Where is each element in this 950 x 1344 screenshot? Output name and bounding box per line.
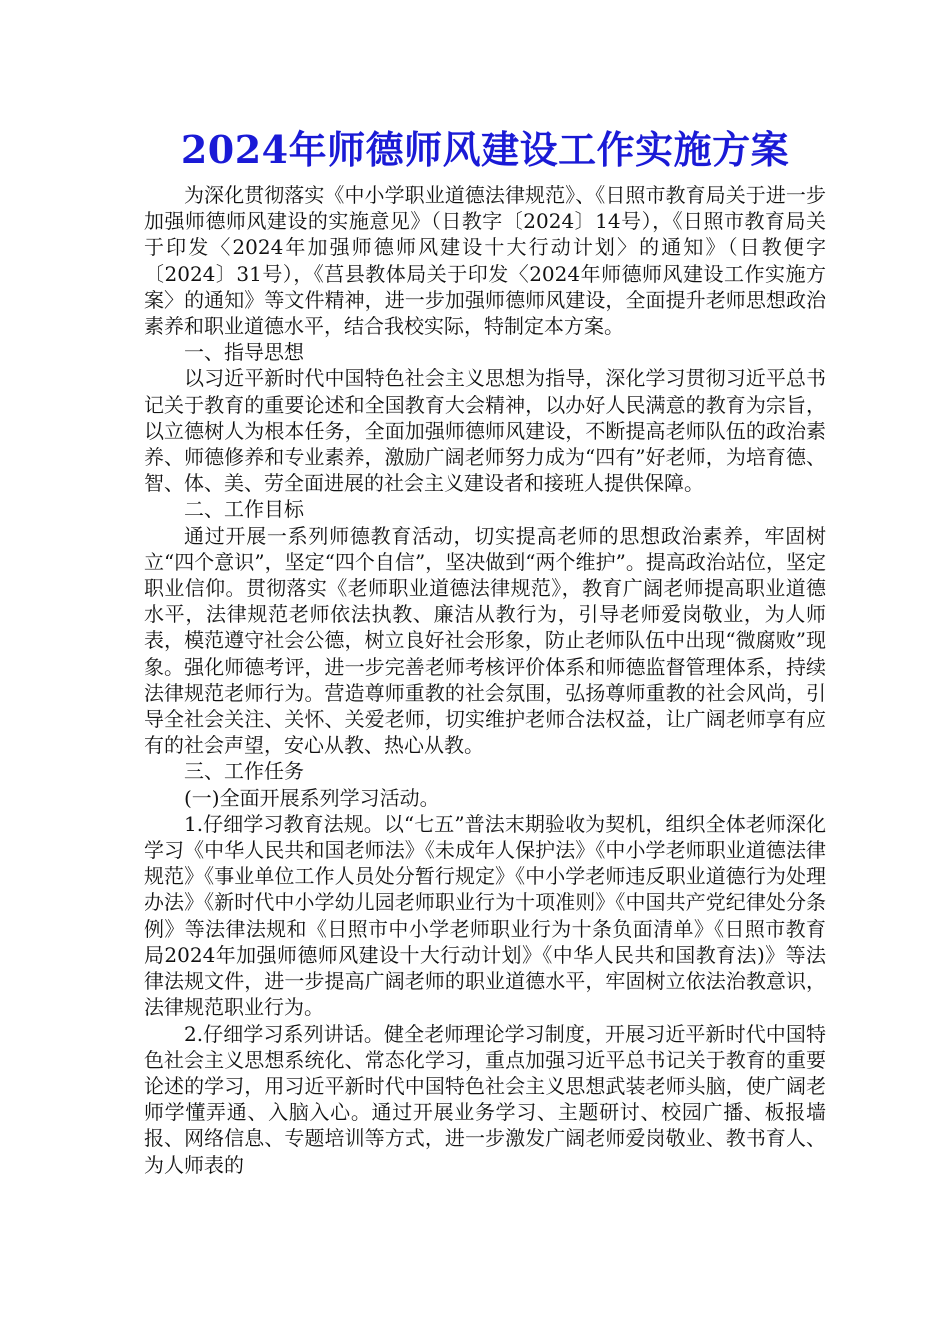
intro-paragraph: 为深化贯彻落实《中小学职业道德法律规范》、《日照市教育局关于进一步加强师德师风建设的实施意见》（日教字〔2024〕14号），《日照市教育局关于印发〈2024年加强师德师风建设十大行动计划〉的通知》（日教便字〔2024〕31号），《莒县教体局关于印发〈2024年师德师风建设工作实施方案〉的通知》等文件精神，进一步加强师德师风建设，全面提升老师思想政治素养和职业道德水平，结合我校实际，特制定本方案。 (144, 183, 826, 339)
document-body (144, 182, 826, 1178)
section-heading-guiding-ideology: 一、指导思想 (184, 340, 304, 365)
task-item-1-paragraph: 1.仔细学习教育法规。以“七五”普法末期验收为契机，组织全体老师深化学习《中华人民共和国老师法》《未成年人保护法》《中小学老师职业道德法律规范》《事业单位工作人员处分暂行规定》《中小学老师违反职业道德行为处理办法》《新时代中小学幼儿园老师职业行为十项准则》《中国共产党纪律处分条例》等法律法规和《日照市中小学老师职业行为十条负面清单》《日照市教育局2024年加强师德师风建设十大行动计划》《中华人民共和国教育法)》等法律法规文件，进一步提高广阔老师的职业道德水平，牢固树立依法治教意识，法律规范职业行为。 (144, 811, 826, 1020)
task-item-2-paragraph: 2.仔细学习系列讲话。健全老师理论学习制度，开展习近平新时代中国特色社会主义思想系统化、常态化学习，重点加强习近平总书记关于教育的重要论述的学习，用习近平新时代中国特色社会主义思想武装老师头脑，使广阔老师学懂弄通、入脑入心。通过开展业务学习、主题研讨、校园广播、板报墙报、网络信息、专题培训等方式，进一步激发广阔老师爱岗敬业、教书育人、为人师表的 (144, 1021, 826, 1177)
guiding-ideology-paragraph: 以习近平新时代中国特色社会主义思想为指导，深化学习贯彻习近平总书记关于教育的重要论述和全国教育大会精神，以办好人民满意的教育为宗旨，以立德树人为根本任务，全面加强师德师风建设，不断提高老师队伍的政治素养、师德修养和专业素养，激励广阔老师努力成为“四有”好老师，为培育德、智、体、美、劳全面进展的社会主义建设者和接班人提供保障。 (144, 366, 826, 496)
work-goals-paragraph: 通过开展一系列师德教育活动，切实提高老师的思想政治素养，牢固树立“四个意识”，坚定“四个自信”，坚决做到“两个维护”。提高政治站位，坚定职业信仰。贯彻落实《老师职业道德法律规范》，教育广阔老师提高职业道德水平，法律规范老师依法执教、廉洁从教行为，引导老师爱岗敬业，为人师表，模范遵守社会公德，树立良好社会形象，防止老师队伍中出现“微腐败”现象。强化师德考评，进一步完善老师考核评价体系和师德监督管理体系，持续法律规范老师行为。营造尊师重教的社会氛围，弘扬尊师重教的社会风尚，引导全社会关注、关怀、关爱老师，切实维护老师合法权益，让广阔老师享有应有的社会声望，安心从教、热心从教。 (144, 523, 826, 758)
section-heading-work-goals: 二、工作目标 (184, 497, 304, 522)
section-heading-work-tasks: 三、工作任务 (184, 759, 304, 784)
document-title: 2024年师德师风建设工作实施方案 (180, 127, 790, 172)
subsection-heading-study-activities: (一)全面开展系列学习活动。 (184, 785, 440, 810)
